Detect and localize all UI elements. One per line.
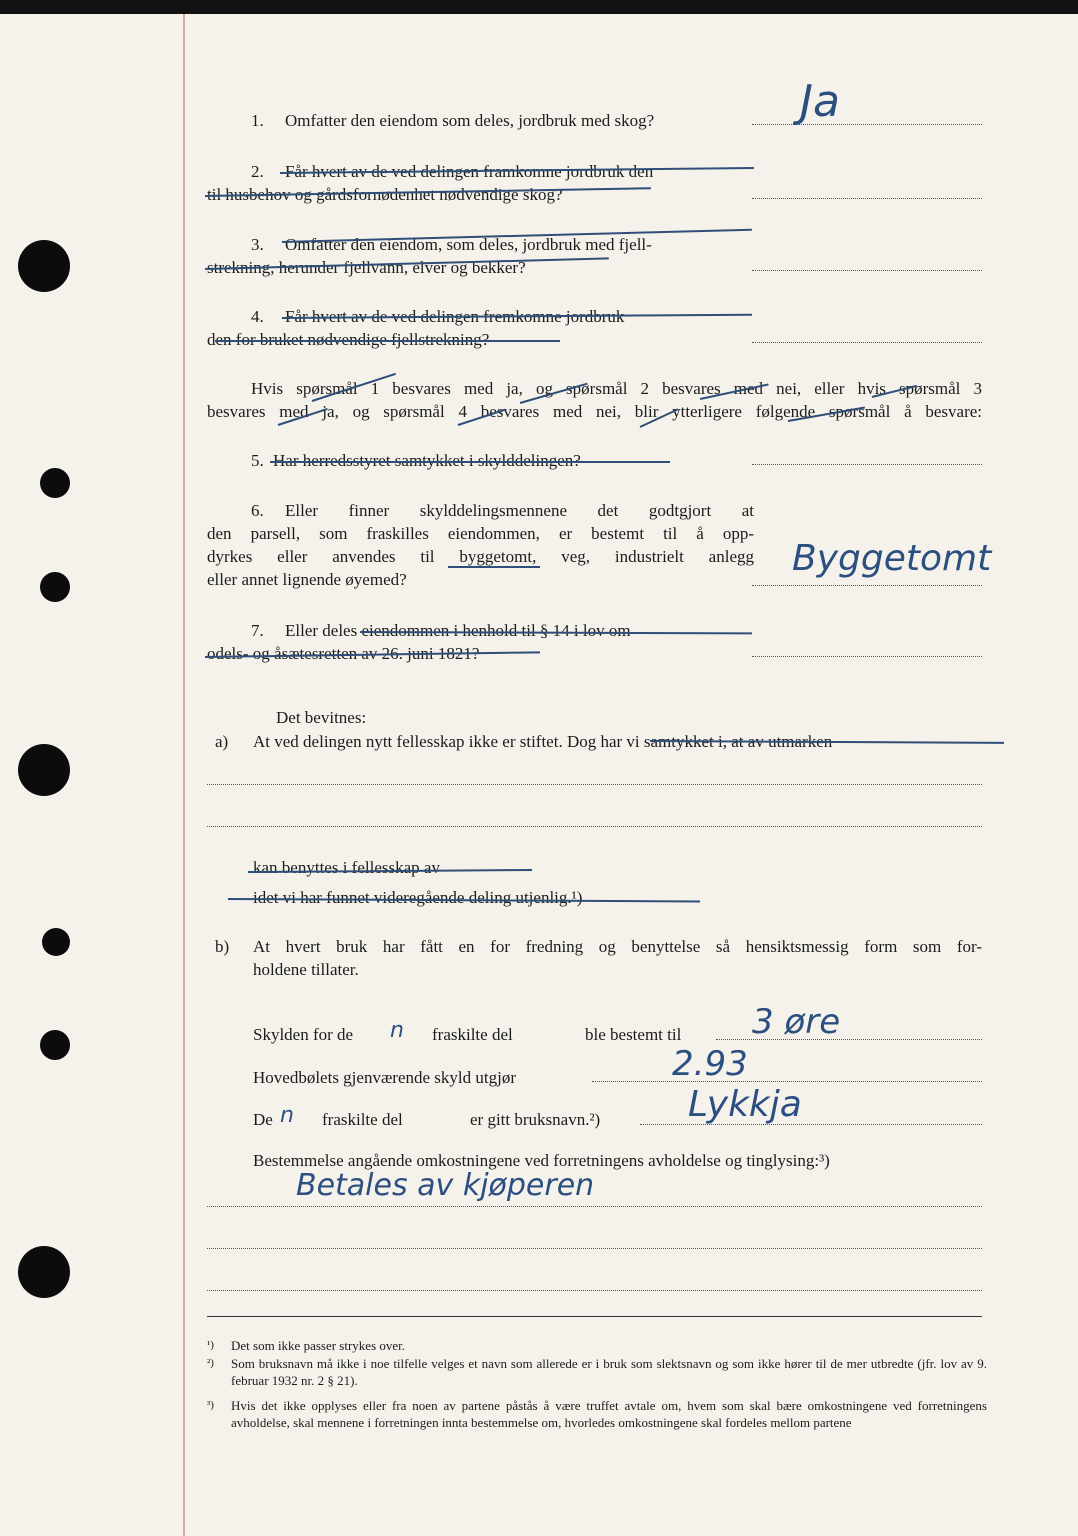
answer-line-1 bbox=[752, 124, 982, 125]
skyld-line-4: Bestemmelse angående omkostningene ved forretningens avholdelse og tinglysing:³) bbox=[253, 1151, 830, 1170]
strikeout-q4-2 bbox=[215, 340, 560, 342]
cost-line-2 bbox=[207, 1248, 982, 1249]
question-4-line-2: den for bruket nødvendige fjellstrekning? bbox=[207, 330, 490, 349]
question-6-line-1: Eller finner skylddelingsmennene det godtgjort at bbox=[285, 501, 754, 520]
skyld-line-1-part-c: ble bestemt til bbox=[585, 1025, 682, 1044]
question-3-number: 3. bbox=[251, 235, 264, 254]
question-7-line-1: Eller deles eiendommen i henhold til § 14 i lov om bbox=[285, 621, 631, 640]
footnote-3 bbox=[207, 1397, 987, 1451]
scan-top-edge bbox=[0, 0, 1078, 14]
answer-line-2 bbox=[752, 198, 982, 199]
skyld-line-3-part-c: er gitt bruksnavn.²) bbox=[470, 1110, 601, 1129]
attest-a-line-3: kan benyttes i fellesskap av bbox=[253, 858, 440, 877]
punch-hole-6 bbox=[40, 1030, 70, 1060]
margin-line bbox=[183, 14, 185, 1536]
handwritten-suffix-2: n bbox=[280, 1103, 294, 1128]
footnote-1 bbox=[207, 1337, 987, 1355]
answer-line-3 bbox=[752, 270, 982, 271]
skyld-line-2-fill bbox=[592, 1081, 982, 1082]
question-2-line-1: Får hvert av de ved delingen framkomne jordbruk den bbox=[285, 162, 654, 181]
question-6-line-3: dyrkes eller anvendes til byggetomt, veg, industrielt anlegg bbox=[207, 547, 754, 566]
footnote-2-text: Som bruksnavn må ikke i noe tilfelle velges et navn som allerede er i bruk som slektsnavn og som ikke hører til de mer utbredte (jfr. lov av 9. februar 1932 nr. 2 § 21). bbox=[231, 1356, 987, 1388]
attest-b-line-2: holdene tillater. bbox=[253, 960, 359, 979]
footnote-2-mark: ²) bbox=[207, 1357, 214, 1369]
handwritten-answer-q1: Ja bbox=[800, 76, 840, 127]
skyld-line-3-part-b: fraskilte del bbox=[322, 1110, 403, 1129]
punch-hole-3 bbox=[40, 572, 70, 602]
cost-line-1 bbox=[207, 1206, 982, 1207]
condition-line-2: besvares med ja, og spørsmål 4 besvares med nei, blir ytterligere følgende spørsmål å besvare: bbox=[207, 402, 982, 421]
question-6-line-4: eller annet lignende øyemed? bbox=[207, 570, 407, 589]
cost-line-3 bbox=[207, 1290, 982, 1291]
handwritten-skyld-value: 3 øre bbox=[752, 1002, 841, 1042]
underline-byggetomt bbox=[448, 566, 540, 568]
question-5-number: 5. bbox=[251, 451, 264, 470]
skyld-line-1-part-b: fraskilte del bbox=[432, 1025, 513, 1044]
question-2-line-2: til husbehov og gårdsfornødenhet nødvendige skog? bbox=[207, 185, 563, 204]
question-5-text: Har herredsstyret samtykket i skylddelingen? bbox=[273, 451, 581, 470]
skyld-line-3-part-a: De bbox=[253, 1110, 273, 1129]
punch-hole-4 bbox=[18, 744, 70, 796]
handwritten-farm-name: Lykkja bbox=[688, 1084, 802, 1125]
question-1-text: Omfatter den eiendom som deles, jordbruk med skog? bbox=[285, 111, 655, 130]
attest-a-line-blank bbox=[207, 826, 982, 827]
question-7-line-2: odels- og åsætesretten av 26. juni 1821? bbox=[207, 644, 480, 663]
answer-line-5 bbox=[752, 464, 982, 465]
attest-a-label: a) bbox=[215, 732, 229, 751]
attest-b-label: b) bbox=[215, 937, 230, 956]
footnote-1-text: Det som ikke passer strykes over. bbox=[231, 1338, 406, 1353]
punch-hole-1 bbox=[18, 240, 70, 292]
question-7-number: 7. bbox=[251, 621, 264, 640]
question-4-line-1: Får hvert av de ved delingen fremkomne jordbruk bbox=[285, 307, 625, 326]
handwritten-suffix-1: n bbox=[390, 1018, 404, 1043]
condition-line-1: Hvis spørsmål 1 besvares med ja, og spørsmål 2 besvares med nei, eller hvis spørsmål 3 bbox=[251, 379, 982, 398]
attest-heading: Det bevitnes: bbox=[276, 708, 367, 727]
skyld-line-1-part-a: Skylden for de bbox=[253, 1025, 354, 1044]
answer-line-6 bbox=[752, 585, 982, 586]
strikeout-q5 bbox=[270, 461, 670, 463]
handwritten-answer-q6: Byggetomt bbox=[792, 538, 992, 579]
handwritten-cost-note: Betales av kjøperen bbox=[296, 1168, 595, 1203]
footnote-2 bbox=[207, 1355, 987, 1391]
attest-a-line-2 bbox=[207, 784, 982, 785]
attest-a-text: At ved delingen nytt fellesskap ikke er stiftet. Dog har vi samtykket i, at av utmarken bbox=[253, 732, 833, 751]
question-6-line-2: den parsell, som fraskilles eiendommen, er bestemt til å opp- bbox=[207, 524, 754, 543]
question-3-line-1: Omfatter den eiendom, som deles, jordbruk med fjell- bbox=[285, 235, 652, 254]
answer-line-4 bbox=[752, 342, 982, 343]
question-6-number: 6. bbox=[251, 501, 264, 520]
punch-hole-5 bbox=[42, 928, 70, 956]
question-2-number: 2. bbox=[251, 162, 264, 181]
footnote-3-mark: ³) bbox=[207, 1399, 214, 1411]
question-1-number: 1. bbox=[251, 111, 264, 130]
question-3-line-2: strekning, herunder fjellvann, elver og bekker? bbox=[207, 258, 526, 277]
handwritten-remaining-value: 2.93 bbox=[672, 1044, 748, 1084]
punch-hole-7 bbox=[18, 1246, 70, 1298]
answer-line-7 bbox=[752, 656, 982, 657]
footnote-divider bbox=[207, 1316, 982, 1317]
punch-hole-2 bbox=[40, 468, 70, 498]
footnote-1-mark: ¹) bbox=[207, 1339, 214, 1351]
footnote-3-text: Hvis det ikke opplyses eller fra noen av partene påstås å være truffet avtale om, hvem som skal bære omkostningene ved forretningens avholdelse, skal mennene i forretningen innta bestemmelse om, hvorledes omkostningene skal fordeles mellom partene bbox=[231, 1398, 987, 1430]
attest-b-line-1: At hvert bruk har fått en for fredning og benyttelse så hensiktsmessig form som for- bbox=[253, 937, 982, 956]
skyld-line-2: Hovedbølets gjenværende skyld utgjør bbox=[253, 1068, 516, 1087]
attest-a-line-4: idet vi har funnet videregående deling utjenlig.¹) bbox=[253, 888, 583, 907]
question-4-number: 4. bbox=[251, 307, 264, 326]
